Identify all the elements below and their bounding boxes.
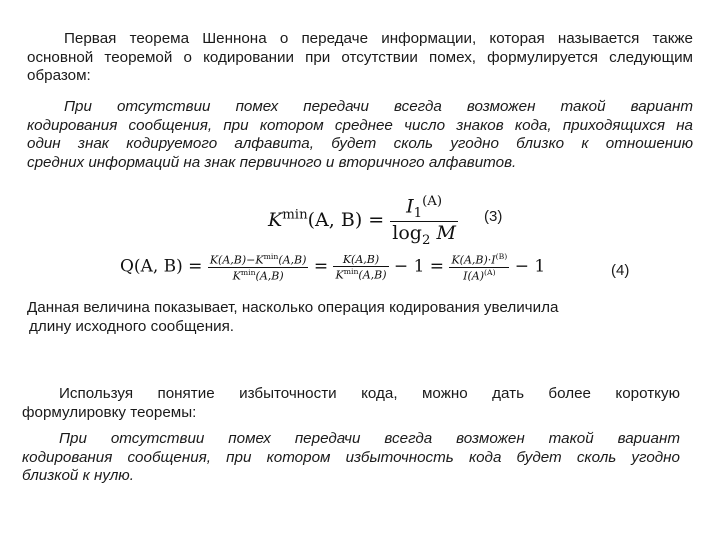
text-line: При отсутствии помех передачи всегда возможен такой вариант (59, 430, 680, 447)
eq4-fraction-3: $\frac{K(A,B)\cdot I^{(B)}}{I(A)^{(A)}}$ (451, 252, 508, 283)
paragraph-explanation (27, 299, 627, 336)
text-line: близкой к нулю. (22, 467, 134, 485)
text-line: Данная величина показывает, насколько операция кодирования увеличила (27, 299, 559, 316)
text-line: кодирования сообщения, при котором избыточность кода будет сколь угодно (22, 448, 680, 466)
equation-4: Q(A, B) = $\frac{K(A,B)-K^{min}(A,B)}{K^{min}(A,B)}$ = $\frac{K(A,B)}{K^{min}(A,B)}$ − 1 = $\frac{K(A,B)\cdot I^{(B)}}{I(A)^{(A)}}$ − 1 (120, 252, 546, 283)
text-line: Используя понятие избыточности кода, можно дать более короткую (59, 385, 680, 402)
text-line: средних информаций на знак первичного и вторичного алфавитов. (27, 153, 517, 171)
text-line: длину исходного сообщения. (29, 317, 235, 335)
equation-number-3: (3) (484, 208, 503, 225)
text-line: один знак кодируемого алфавита, будет сколь угодно близко к отношению (27, 135, 693, 153)
text-line: образом: (27, 67, 91, 85)
text-line: основной теоремой о кодировании при отсутствии помех, формулируется следующим (27, 48, 693, 66)
eq3-args: (A, B) = (307, 208, 385, 231)
eq3-fraction: $\frac{I_1^{(A)}}{\log_2 M}$ (392, 194, 456, 248)
text-line: При отсутствии помех передачи всегда возможен такой вариант (64, 98, 693, 115)
eq4-fraction-2: $\frac{K(A,B)}{K^{min}(A,B)}$ (335, 252, 387, 282)
text-line: кодирования сообщения, при котором среднее число знаков кода, приходящихся на (27, 116, 693, 134)
theorem-statement-2 (22, 430, 680, 486)
equation-3 (268, 194, 458, 248)
eq4-lhs: Q(A, B) = (120, 256, 203, 277)
paragraph-redundancy (22, 385, 680, 422)
eq3-lhs: $K^{min}$ (268, 207, 308, 231)
text-line: формулировку теоремы: (22, 403, 197, 421)
equation-number-4: (4) (611, 262, 630, 279)
theorem-statement-1 (27, 98, 693, 172)
text-line: Первая теорема Шеннона о передаче информации, которая называется также (64, 30, 693, 47)
paragraph-intro (27, 30, 693, 86)
eq4-fraction-1: $\frac{K(A,B)-K^{min}(A,B)}{K^{min}(A,B)}$ (209, 252, 307, 283)
